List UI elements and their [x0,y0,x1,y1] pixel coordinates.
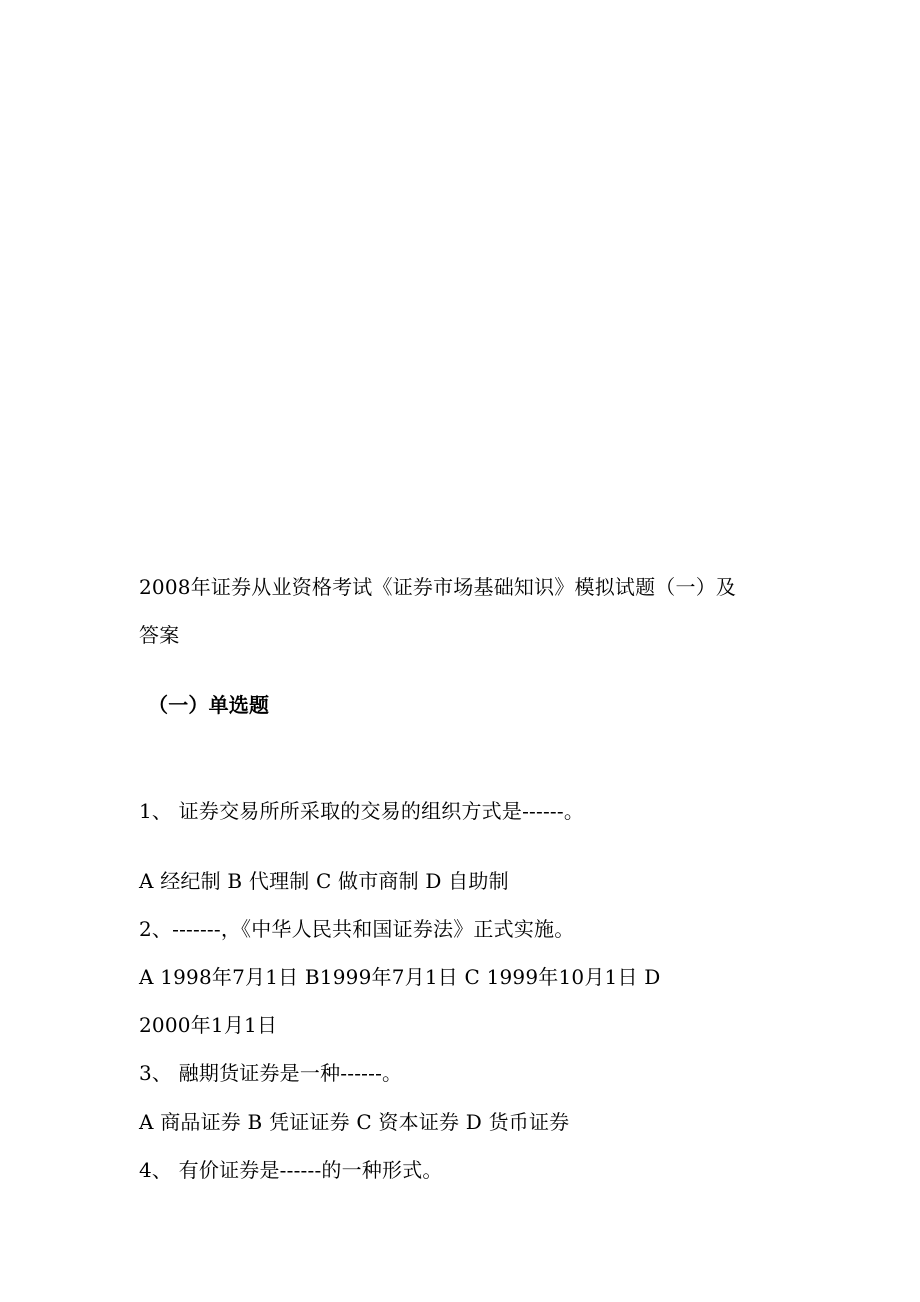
section-heading: （一）单选题 [148,693,270,717]
question-3-options: A 商品证券 B 凭证证券 C 资本证券 D 货币证券 [139,1110,570,1134]
question-2: 2、-------，《中华人民共和国证券法》正式实施。 [139,917,575,941]
question-4: 4、 有价证券是------的一种形式。 [139,1158,443,1182]
question-1-options: A 经纪制 B 代理制 C 做市商制 D 自助制 [139,869,509,893]
document-title-line-1: 2008年证券从业资格考试《证券市场基础知识》模拟试题（一）及 [139,575,737,599]
question-3: 3、 融期货证券是一种------。 [139,1061,403,1085]
question-2-options-line-2: 2000年1月1日 [139,1013,278,1037]
question-2-options-line-1: A 1998年7月1日 B1999年7月1日 C 1999年10月1日 D [139,965,661,989]
question-1: 1、 证券交易所所采取的交易的组织方式是------。 [139,799,585,823]
document-title-line-2: 答案 [139,623,180,647]
